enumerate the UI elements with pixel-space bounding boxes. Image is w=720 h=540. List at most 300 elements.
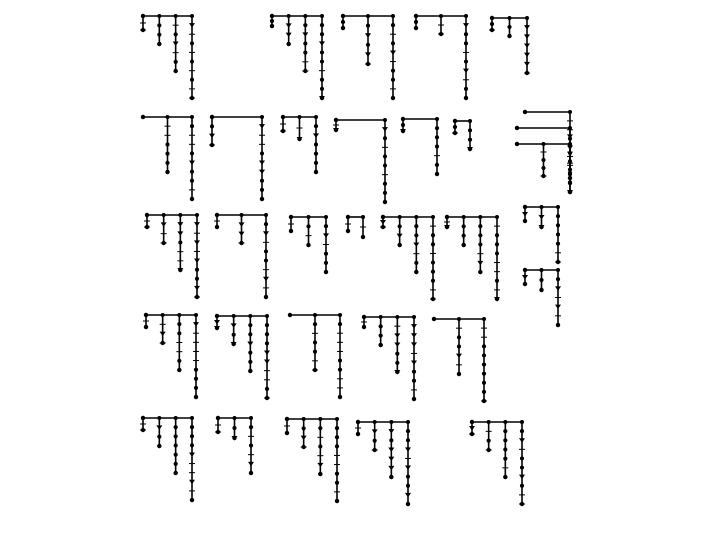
tree-node [366, 24, 370, 28]
tree-node [303, 41, 307, 45]
tree-node [464, 41, 468, 45]
tree-leaf-node [414, 26, 418, 30]
tree-node [520, 484, 524, 488]
tree-marker [390, 50, 396, 55]
tree-node [248, 332, 252, 336]
tree-leaf-node [173, 69, 177, 73]
tree-leaf-node [157, 444, 161, 448]
tree-figure-30 [284, 417, 340, 503]
tree-leaf-node [165, 170, 169, 174]
tree-leaf-node [541, 174, 545, 178]
tree-leaf-node [401, 129, 405, 133]
tree-node [335, 444, 339, 448]
tree-node [462, 224, 466, 228]
tree-leaf-node [378, 343, 382, 347]
tree-figure-17 [288, 215, 329, 274]
tree-leaf-node [414, 270, 418, 274]
tree-leaf-node [389, 475, 393, 479]
tree-node [520, 465, 524, 469]
tree-node [264, 222, 268, 226]
tree-leaf-node [520, 502, 524, 506]
tree-leaf-node [568, 190, 572, 194]
tree-node [174, 462, 178, 466]
tree-marker [189, 452, 195, 457]
tree-marker [286, 23, 292, 28]
tree-leaf-node [301, 445, 305, 449]
tree-marker [456, 354, 462, 359]
tree-node [495, 279, 499, 283]
tree-marker [555, 286, 561, 291]
tree-node [303, 51, 307, 55]
tree-node [482, 353, 486, 357]
tree-marker [519, 438, 525, 443]
tree-node [265, 387, 269, 391]
tree-marker [411, 361, 417, 366]
tree-node [487, 439, 491, 443]
tree-leaf-node [161, 241, 165, 245]
tree-node [412, 379, 416, 383]
tree-node [320, 78, 324, 82]
tree-node [260, 188, 264, 192]
tree-node [401, 123, 405, 127]
tree-marker [555, 305, 561, 310]
tree-node [338, 322, 342, 326]
tree-leaf-node [145, 225, 149, 229]
tree-node [338, 358, 342, 362]
tree-node [264, 258, 268, 262]
tree-node [177, 359, 181, 363]
tree-figure-1 [140, 14, 195, 100]
tree-marker [313, 133, 319, 138]
tree-node [431, 270, 435, 274]
tree-node [435, 135, 439, 139]
tree-node [248, 351, 252, 355]
tree-marker [388, 457, 394, 462]
tree-figure-26 [361, 315, 417, 401]
tree-marker [463, 23, 469, 28]
tree-marker [239, 222, 245, 227]
tree-figure-8 [280, 115, 319, 174]
tree-marker [189, 161, 195, 166]
tree-leaf-node [324, 270, 328, 274]
tree-node [482, 381, 486, 385]
tree-node [395, 361, 399, 365]
tree-node [174, 425, 178, 429]
tree-marker [411, 342, 417, 347]
tree-node [232, 333, 236, 337]
tree-marker [323, 233, 329, 238]
tree-node [260, 151, 264, 155]
tree-marker [177, 231, 183, 236]
tree-marker [189, 23, 195, 28]
tree-leaf-node [231, 342, 235, 346]
tree-leaf-node [318, 472, 322, 476]
tree-node [249, 425, 253, 429]
tree-node [457, 344, 461, 348]
tree-leaf-node [445, 225, 449, 229]
tree-marker [194, 240, 200, 245]
tree-node [464, 32, 468, 36]
tree-node [157, 435, 161, 439]
tree-node [210, 124, 214, 128]
tree-node [414, 224, 418, 228]
tree-figure-5 [489, 16, 530, 75]
tree-leaf-node [468, 147, 472, 151]
tree-figure-27 [432, 317, 487, 403]
tree-node [520, 429, 524, 433]
tree-leaf-node [539, 225, 543, 229]
tree-node [435, 144, 439, 148]
tree-leaf-node [503, 475, 507, 479]
tree-node [406, 484, 410, 488]
tree-marker [539, 215, 545, 220]
tree-leaf-node [397, 243, 401, 247]
tree-node [373, 439, 377, 443]
tree-node [414, 20, 418, 24]
tree-leaf-node [144, 325, 148, 329]
tree-node [431, 233, 435, 237]
tree-marker [247, 342, 253, 347]
tree-marker [380, 220, 386, 225]
tree-leaf-node [194, 395, 198, 399]
tree-node [383, 136, 387, 140]
tree-node [174, 434, 178, 438]
tree-marker [365, 33, 371, 38]
tree-node [265, 332, 269, 336]
tree-node [464, 87, 468, 91]
tree-node [190, 59, 194, 63]
tree-leaf-node [525, 71, 529, 75]
tree-node [541, 158, 545, 162]
tree-figure-2 [270, 14, 325, 101]
tree-figure-18 [345, 215, 366, 239]
tree-marker [372, 429, 378, 434]
tree-node [324, 261, 328, 265]
tree-marker [524, 34, 530, 39]
tree-figure-25 [288, 313, 343, 399]
tree-node [395, 352, 399, 356]
tree-node [270, 19, 274, 23]
tree-junction-node [288, 313, 292, 317]
tree-node [431, 260, 435, 264]
tree-leaf-node [260, 197, 264, 201]
tree-marker [194, 222, 200, 227]
tree-leaf-node [286, 42, 290, 46]
tree-figure-32 [469, 420, 525, 506]
tree-marker [259, 161, 265, 166]
tree-leaf-node [539, 288, 543, 292]
tree-node [157, 33, 161, 37]
tree-node [313, 322, 317, 326]
tree-marker [259, 124, 265, 129]
tree-leaf-node [249, 471, 253, 475]
tree-marker [463, 69, 469, 74]
tree-node [398, 224, 402, 228]
tree-node [539, 278, 543, 282]
tree-marker [567, 152, 573, 157]
tree-leaf-node [265, 396, 269, 400]
tree-marker [259, 170, 265, 175]
tree-node [379, 334, 383, 338]
tree-node [320, 59, 324, 63]
tree-node [482, 344, 486, 348]
tree-node [165, 161, 169, 165]
tree-marker [388, 466, 394, 471]
tree-marker [405, 447, 411, 452]
tree-marker [524, 53, 530, 58]
tree-leaf-node [248, 369, 252, 373]
tree-figure-9 [333, 118, 388, 204]
tree-marker [477, 261, 483, 266]
tree-leaf-node [457, 372, 461, 376]
tree-node [320, 32, 324, 36]
tree-leaf-node [361, 235, 365, 239]
tree-node [391, 23, 395, 27]
tree-node [457, 335, 461, 339]
tree-figure-31 [355, 420, 411, 506]
tree-node [314, 124, 318, 128]
tree-node [165, 152, 169, 156]
tree-node [490, 22, 494, 26]
tree-figure-23 [143, 313, 199, 399]
tree-node [478, 233, 482, 237]
tree-marker [411, 333, 417, 338]
tree-leaf-node [334, 128, 338, 132]
tree-leaf-node [195, 295, 199, 299]
tree-node [338, 368, 342, 372]
tree-leaf-node [470, 432, 474, 436]
tree-marker [193, 322, 199, 327]
tree-node [482, 390, 486, 394]
tree-node [324, 224, 328, 228]
tree-node [556, 214, 560, 218]
tree-leaf-node [439, 32, 443, 36]
tree-node [503, 457, 507, 461]
tree-leaf-node [285, 431, 289, 435]
tree-node [453, 125, 457, 129]
tree-node [503, 429, 507, 433]
tree-node [232, 426, 236, 430]
tree-marker [286, 33, 292, 38]
tree-figure-28 [140, 416, 195, 502]
tree-node [482, 362, 486, 366]
tree-node [190, 443, 194, 447]
tree-junction-node [432, 317, 436, 321]
tree-node [194, 368, 198, 372]
tree-marker [156, 425, 162, 430]
tree-leaf-node [431, 297, 435, 301]
tree-node [495, 233, 499, 237]
tree-figure-14 [515, 142, 573, 195]
tree-node [383, 154, 387, 158]
tree-node [556, 223, 560, 227]
tree-marker [194, 286, 200, 291]
tree-node [178, 240, 182, 244]
tree-figure-20 [444, 215, 500, 302]
tree-node [335, 472, 339, 476]
tree-leaf-node [335, 499, 339, 503]
tree-marker [522, 212, 528, 217]
tree-leaf-node [372, 448, 376, 452]
tree-figure-11 [452, 119, 473, 152]
tree-node [414, 261, 418, 265]
tree-node [249, 443, 253, 447]
tree-node [366, 43, 370, 47]
tree-node [503, 447, 507, 451]
tree-figure-24 [214, 314, 270, 400]
tree-figure-3 [341, 14, 396, 100]
tree-node [462, 234, 466, 238]
tree-marker [177, 222, 183, 227]
tree-marker [382, 127, 388, 132]
tree-marker [524, 62, 530, 67]
tree-marker [264, 360, 270, 365]
tree-marker [302, 32, 308, 37]
tree-leaf-node [320, 96, 324, 100]
tree-marker [405, 493, 411, 498]
tree-marker [231, 323, 237, 328]
tree-marker [319, 41, 325, 46]
tree-marker [394, 333, 400, 338]
tree-leaf-node [391, 96, 395, 100]
tree-figure-29 [215, 416, 254, 475]
tree-node [341, 20, 345, 24]
tree-leaf-node [341, 26, 345, 30]
tree-marker [264, 350, 270, 355]
tree-node [194, 377, 198, 381]
tree-node [406, 429, 410, 433]
tree-node [435, 163, 439, 167]
tree-figure-21 [522, 205, 561, 264]
tree-node [379, 324, 383, 328]
tree-leaf-node [490, 28, 494, 32]
tree-leaf-node [556, 260, 560, 264]
tree-figure-15 [144, 213, 200, 299]
tree-leaf-node [482, 399, 486, 403]
tree-marker [209, 134, 215, 139]
tree-node [335, 426, 339, 430]
tree-leaf-node [215, 225, 219, 229]
tree-node [520, 456, 524, 460]
tree-node [174, 453, 178, 457]
tree-marker [524, 25, 530, 30]
tree-leaf-node [453, 131, 457, 135]
tree-marker [469, 426, 475, 431]
tree-leaf-node [289, 229, 293, 233]
tree-node [414, 233, 418, 237]
tree-marker [263, 277, 269, 282]
tree-junction-node [141, 115, 145, 119]
tree-leaf-node [523, 282, 527, 286]
tree-node [568, 171, 572, 175]
tree-node [406, 438, 410, 442]
tree-leaf-node [383, 200, 387, 204]
tree-leaf-node [190, 96, 194, 100]
tree-marker [522, 275, 528, 280]
tree-node [314, 161, 318, 165]
tree-node [495, 242, 499, 246]
tree-node [177, 331, 181, 335]
tree-node [318, 444, 322, 448]
tree-node [318, 426, 322, 430]
tree-leaf-node [338, 395, 342, 399]
tree-node [157, 23, 161, 27]
tree-node [468, 138, 472, 142]
tree-node [495, 251, 499, 255]
tree-node [174, 60, 178, 64]
tree-node [260, 179, 264, 183]
tree-marker [388, 429, 394, 434]
tree-node [541, 166, 545, 170]
tree-leaf-node [464, 96, 468, 100]
tree-marker [301, 436, 307, 441]
tree-node [195, 268, 199, 272]
tree-node [195, 277, 199, 281]
tree-marker [365, 52, 371, 57]
tree-marker [413, 243, 419, 248]
tree-node [383, 163, 387, 167]
tree-marker [239, 232, 245, 237]
tree-node [507, 25, 511, 29]
tree-node [248, 323, 252, 327]
tree-node [320, 50, 324, 54]
tree-figure-12 [523, 110, 573, 194]
tree-node [478, 242, 482, 246]
tree-leaf-node [486, 448, 490, 452]
tree-node [383, 182, 387, 186]
tree-node [556, 242, 560, 246]
tree-leaf-node [239, 241, 243, 245]
tree-node [190, 78, 194, 82]
tree-leaf-node [523, 219, 527, 223]
tree-marker [394, 343, 400, 348]
tree-leaf-node [160, 341, 164, 345]
tree-node [190, 425, 194, 429]
tree-node [464, 59, 468, 63]
tree-leaf-node [395, 370, 399, 374]
tree-marker [388, 448, 394, 453]
tree-leaf-node [215, 326, 219, 330]
tree-node [313, 340, 317, 344]
tree-marker [189, 480, 195, 485]
tree-node [190, 124, 194, 128]
tree-leaf-node [366, 62, 370, 66]
tree-leaf-node [313, 368, 317, 372]
tree-marker [161, 222, 167, 227]
tree-marker [397, 234, 403, 239]
tree-leaf-node [346, 229, 350, 233]
tree-node [174, 443, 178, 447]
tree-node [248, 360, 252, 364]
tree-leaf-node [412, 397, 416, 401]
tree-leaf-node [141, 428, 145, 432]
tree-marker [524, 44, 530, 49]
tree-leaf-node [306, 243, 310, 247]
tree-leaf-node [556, 323, 560, 327]
tree-node [468, 128, 472, 132]
tree-node [431, 242, 435, 246]
tree-node [389, 438, 393, 442]
tree-marker [214, 320, 220, 325]
tree-node [314, 152, 318, 156]
tree-node [431, 279, 435, 283]
tree-node [556, 277, 560, 281]
tree-node [391, 69, 395, 73]
tree-node [313, 350, 317, 354]
tree-figure-10 [400, 117, 440, 176]
tree-junction-node [515, 142, 519, 146]
tree-node [306, 224, 310, 228]
